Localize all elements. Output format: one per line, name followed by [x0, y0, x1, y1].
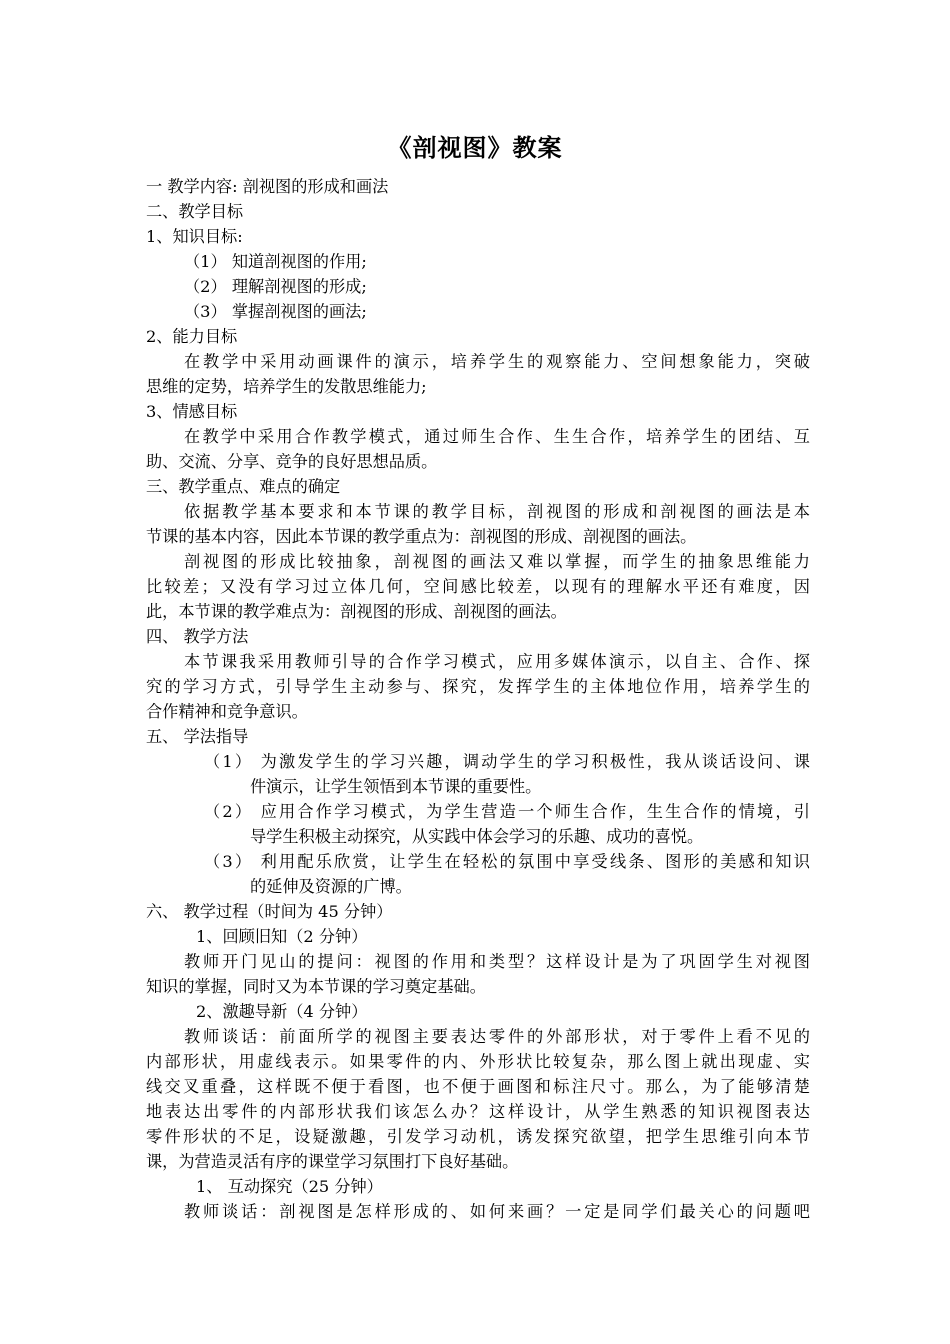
method-item: （1） 为激发学生的学习兴趣，调动学生的学习积极性，我从谈话设问、课	[204, 752, 810, 771]
paragraph-line: 内部形状，用虚线表示。如果零件的内、外形状比较复杂，那么图上就出现虚、实	[146, 1052, 810, 1071]
method-item: （2） 应用合作学习模式，为学生营造一个师生合作，生生合作的情境，引	[204, 802, 810, 821]
paragraph-line: 线交叉重叠，这样既不便于看图，也不便于画图和标注尺寸。那么，为了能够清楚	[146, 1077, 810, 1096]
method-item: （3） 利用配乐欣赏，让学生在轻松的氛围中享受线条、图形的美感和知识	[204, 852, 810, 871]
section-3-heading: 三、教学重点、难点的确定	[146, 477, 341, 496]
method-item-continued: 件演示，让学生领悟到本节课的重要性。	[250, 777, 542, 796]
paragraph-line: 零件形状的不足，设疑激趣，引发学习动机，诱发探究欲望，把学生思维引向本节	[146, 1127, 810, 1146]
section-5-heading: 五、 学法指导	[146, 727, 249, 746]
paragraph-line: 剖视图的形成比较抽象，剖视图的画法又难以掌握，而学生的抽象思维能力	[184, 552, 810, 571]
section-4-heading: 四、 教学方法	[146, 627, 249, 646]
process-step-heading: 1、回顾旧知（2 分钟）	[196, 927, 368, 946]
document-title: 《剖视图》教案	[387, 134, 563, 162]
paragraph-line: 究的学习方式，引导学生主动参与、探究，发挥学生的主体地位作用，培养学生的	[146, 677, 810, 696]
method-item-continued: 的延伸及资源的广博。	[250, 877, 412, 896]
document-body	[146, 174, 810, 1224]
paragraph-line: 思维的定势，培养学生的发散思维能力;	[146, 377, 427, 396]
section-1-heading: 一 教学内容: 剖视图的形成和画法	[146, 177, 389, 196]
paragraph-line: 合作精神和竞争意识。	[146, 702, 308, 721]
paragraph-line: 教师开门见山的提问：视图的作用和类型？这样设计是为了巩固学生对视图	[184, 952, 810, 971]
paragraph-line: 比较差；又没有学习过立体几何，空间感比较差，以现有的理解水平还有难度，因	[146, 577, 810, 596]
method-item-continued: 导学生积极主动探究，从实践中体会学习的乐趣、成功的喜悦。	[250, 827, 704, 846]
knowledge-goal-heading: 1、知识目标:	[146, 227, 243, 246]
paragraph-line: 本节课我采用教师引导的合作学习模式，应用多媒体演示，以自主、合作、探	[184, 652, 810, 671]
paragraph-line: 助、交流、分享、竞争的良好思想品质。	[146, 452, 438, 471]
paragraph-line: 课，为营造灵活有序的课堂学习氛围打下良好基础。	[146, 1152, 519, 1171]
paragraph-line: 教师谈话：前面所学的视图主要表达零件的外部形状，对于零件上看不见的	[184, 1027, 810, 1046]
paragraph-line: 依据教学基本要求和本节课的教学目标，剖视图的形成和剖视图的画法是本	[184, 502, 810, 521]
paragraph-line: 在教学中采用动画课件的演示，培养学生的观察能力、空间想象能力，突破	[184, 352, 810, 371]
section-6-heading: 六、 教学过程（时间为 45 分钟）	[146, 902, 393, 921]
paragraph-line: 教师谈话：剖视图是怎样形成的、如何来画？一定是同学们最关心的问题吧	[184, 1202, 810, 1221]
emotion-goal-heading: 3、情感目标	[146, 402, 238, 421]
paragraph-line: 节课的基本内容，因此本节课的教学重点为：剖视图的形成、剖视图的画法。	[146, 527, 697, 546]
knowledge-goal-item: （1） 知道剖视图的作用;	[184, 252, 367, 271]
ability-goal-heading: 2、能力目标	[146, 327, 238, 346]
process-step-heading: 2、激趣导新（4 分钟）	[196, 1002, 368, 1021]
knowledge-goal-item: （2） 理解剖视图的形成;	[184, 277, 367, 296]
process-step-heading: 1、 互动探究（25 分钟）	[196, 1177, 383, 1196]
section-2-heading: 二、教学目标	[146, 202, 244, 221]
paragraph-line: 此，本节课的教学难点为：剖视图的形成、剖视图的画法。	[146, 602, 567, 621]
paragraph-line: 知识的掌握，同时又为本节课的学习奠定基础。	[146, 977, 486, 996]
paragraph-line: 地表达出零件的内部形状我们该怎么办？这样设计，从学生熟悉的知识视图表达	[146, 1102, 810, 1121]
knowledge-goal-item: （3） 掌握剖视图的画法;	[184, 302, 367, 321]
paragraph-line: 在教学中采用合作教学模式，通过师生合作、生生合作，培养学生的团结、互	[184, 427, 810, 446]
